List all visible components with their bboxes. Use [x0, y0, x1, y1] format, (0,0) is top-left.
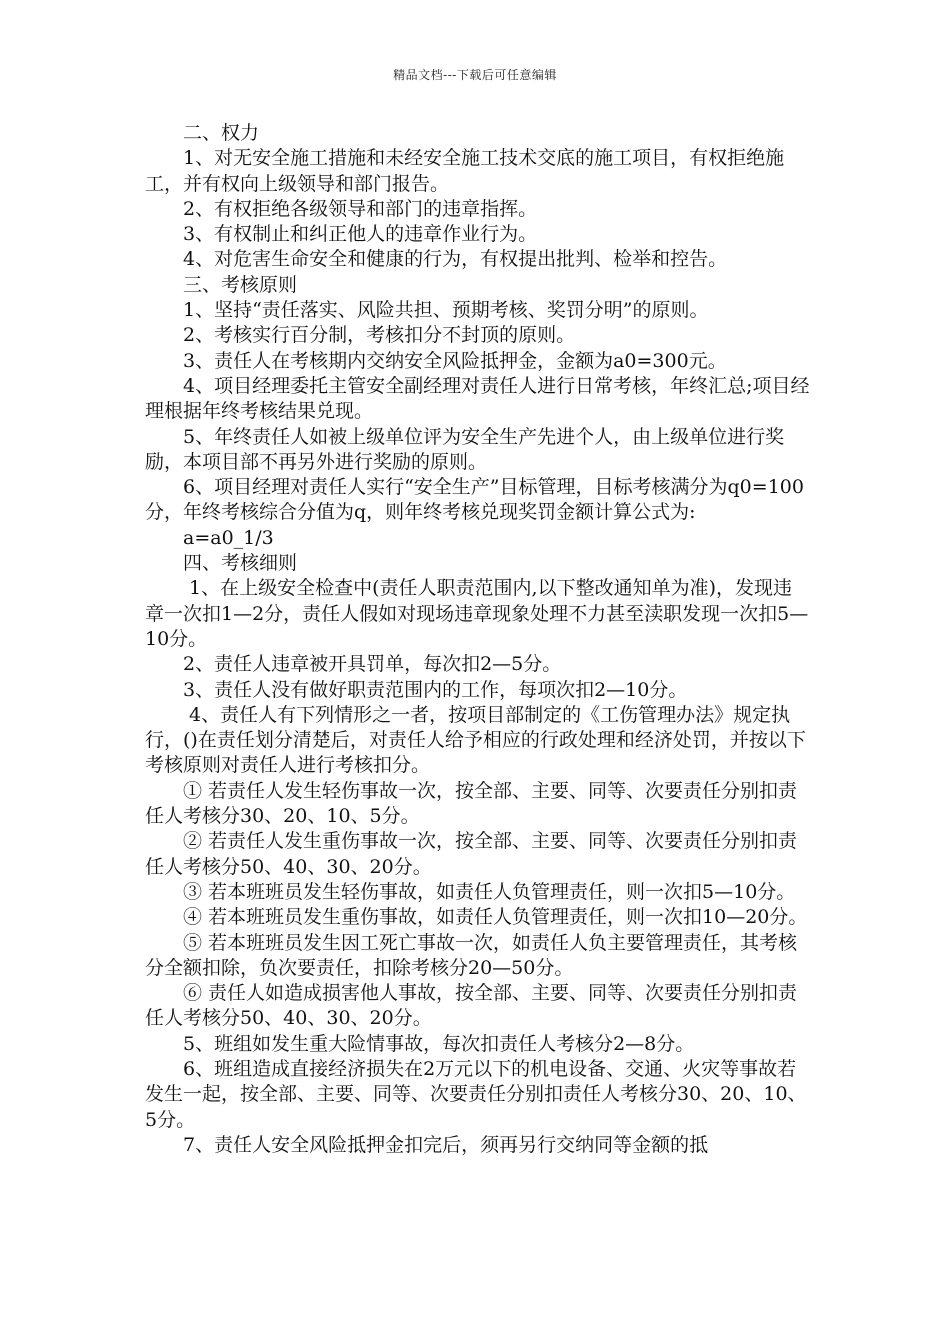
- paragraph: 3、责任人没有做好职责范围内的工作，每项次扣2—10分。: [183, 678, 688, 701]
- paragraph: 6、班组造成直接经济损失在2万元以下的机电设备、交通、火灾等事故若发生一起，按全部、主要、同等、次要责任分别扣责任人考核分30、20、10、5分。: [145, 1057, 807, 1131]
- paragraph: 6、项目经理对责任人实行“安全生产”目标管理，目标考核满分为q0=100分，年终考核综合分值为q，则年终考核兑现奖罚金额计算公式为:: [145, 476, 804, 524]
- paragraph: 1、对无安全施工措施和未经安全施工技术交底的施工项目，有权拒绝施工，并有权向上级领导和部门报告。: [145, 147, 785, 195]
- paragraph: ③ 若本班班员发生轻伤事故，如责任人负管理责任，则一次扣5—10分。: [183, 880, 796, 903]
- paragraph: ① 若责任人发生轻伤事故一次，按全部、主要、同等、次要责任分别扣责任人考核分30、20、10、5分。: [145, 779, 798, 828]
- paragraph: 1、坚持“责任落实、风险共担、预期考核、奖罚分明”的原则。: [183, 299, 709, 322]
- paragraph: 4、责任人有下列情形之一者，按项目部制定的《工伤管理办法》规定执行，()在责任划分清楚后，对责任人给予相应的行政处理和经济处罚，并按以下考核原则对责任人进行考核扣分。: [145, 703, 806, 777]
- paragraph: 7、责任人安全风险抵押金扣完后，须再另行交纳同等金额的抵: [183, 1133, 709, 1156]
- section-heading-assessment-principles: 三、考核原则: [183, 273, 298, 296]
- paragraph: 2、责任人违章被开具罚单，每次扣2—5分。: [183, 653, 562, 676]
- paragraph: 1、在上级安全检查中(责任人职责范围内,以下整改通知单为准)，发现违章一次扣1—2分，责任人假如对现场违章现象处理不力甚至渎职发现一次扣5—10分。: [145, 577, 809, 650]
- document-body: [145, 121, 810, 1158]
- paragraph: ⑤ 若本班班员发生因工死亡事故一次，如责任人负主要管理责任，其考核分全额扣除，负次要责任，扣除考核分20—50分。: [145, 931, 798, 979]
- paragraph: ⑥ 责任人如造成损害他人事故，按全部、主要、同等、次要责任分别扣责任人考核分50、40、30、20分。: [145, 982, 798, 1030]
- page-header: 精品文档---下载后可任意编辑: [393, 68, 557, 82]
- paragraph: 2、考核实行百分制，考核扣分不封顶的原则。: [183, 324, 576, 347]
- paragraph: ② 若责任人发生重伤事故一次，按全部、主要、同等、次要责任分别扣责任人考核分50、40、30、20分。: [145, 830, 798, 878]
- section-heading-assessment-rules: 四、考核细则: [183, 552, 298, 575]
- paragraph: 4、对危害生命安全和健康的行为，有权提出批判、检举和控告。: [183, 248, 728, 271]
- paragraph: 5、年终责任人如被上级单位评为安全生产先进个人，由上级单位进行奖励，本项目部不再另外进行奖励的原则。: [145, 425, 785, 473]
- paragraph: 3、有权制止和纠正他人的违章作业行为。: [183, 223, 538, 246]
- section-heading-powers: 二、权力: [183, 122, 260, 144]
- paragraph: 4、项目经理委托主管安全副经理对责任人进行日常考核，年终汇总;项目经理根据年终考核结果兑现。: [145, 374, 810, 423]
- paragraph: 3、责任人在考核期内交纳安全风险抵押金，金额为a0=300元。: [183, 349, 727, 372]
- paragraph: 5、班组如发生重大险情事故，每次扣责任人考核分2—8分。: [183, 1032, 695, 1055]
- formula: a=a0_1/3: [183, 526, 274, 549]
- paragraph: ④ 若本班班员发生重伤事故，如责任人负管理责任，则一次扣10—20分。: [183, 906, 808, 929]
- paragraph: 2、有权拒绝各级领导和部门的违章指挥。: [183, 197, 538, 220]
